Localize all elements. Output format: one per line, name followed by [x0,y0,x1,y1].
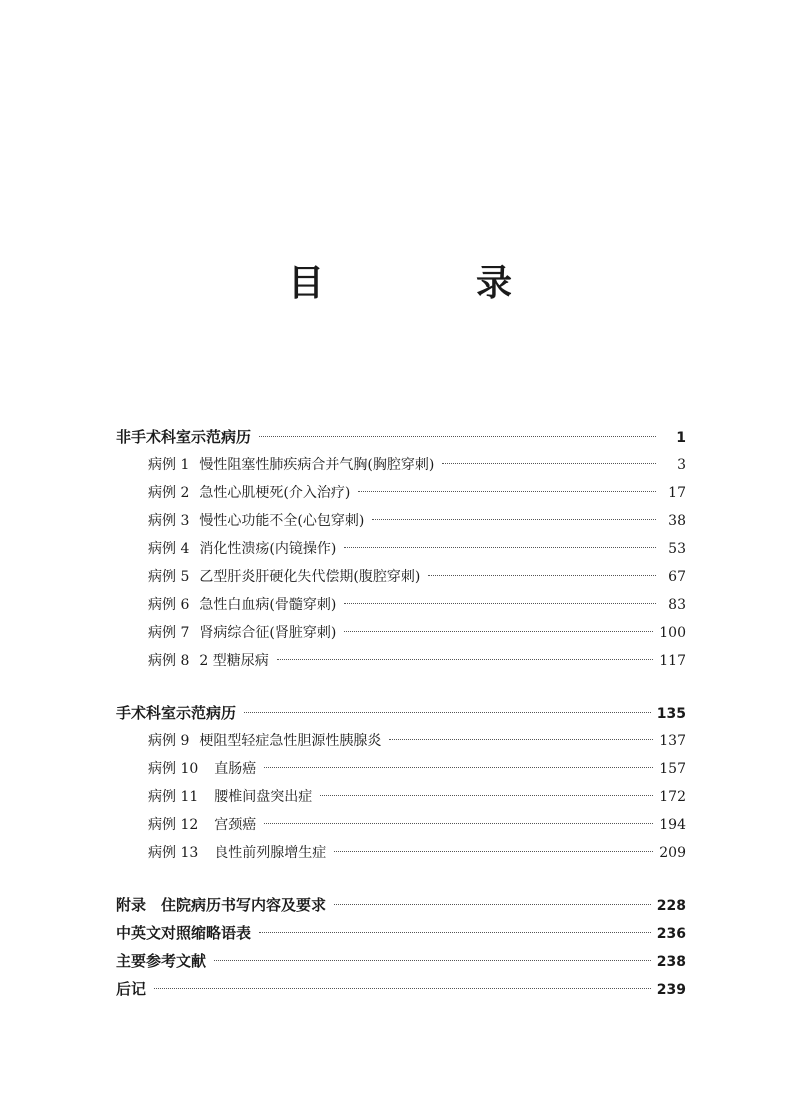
toc-page-number: 194 [659,817,686,833]
entry-title: 慢性心功能不全(心包穿刺) [199,513,365,529]
entry-title: 梗阻型轻症急性胆源性胰腺炎 [199,733,382,749]
dot-leader [214,960,651,961]
toc-heading[interactable] [116,699,686,727]
case-number: 病例 1 [148,457,190,473]
toc-entry[interactable] [116,839,686,867]
toc-section-surgical [116,699,686,867]
toc-page-number: 228 [656,898,686,914]
dot-leader [428,575,656,576]
entry-title: 急性心肌梗死(介入治疗) [199,485,351,501]
entry-title: 乙型肝炎肝硬化失代偿期(腹腔穿刺) [199,569,421,585]
toc-page-number: 100 [659,625,686,641]
dot-leader [154,988,651,989]
toc-section-appendix [116,891,686,1003]
toc-page-number: 3 [677,457,686,473]
case-number: 病例 6 [148,597,190,613]
dot-leader [259,932,651,933]
toc-heading[interactable] [116,919,686,947]
toc-entry[interactable] [116,507,686,535]
dot-leader [244,712,651,713]
entry-title: 腰椎间盘突出症 [214,789,313,805]
case-number: 病例 8 [148,653,190,669]
toc-page-number: 137 [659,733,686,749]
toc-page-number: 1 [676,430,686,446]
toc-heading-title: 附录 住院病历书写内容及要求 [116,896,327,914]
case-number: 病例 9 [148,733,190,749]
dot-leader [344,603,656,604]
toc-heading-title: 中英文对照缩略语表 [116,924,252,942]
toc-page-number: 67 [668,569,686,585]
dot-leader [320,795,653,796]
dot-leader [259,436,656,437]
entry-title: 急性白血病(骨髓穿刺) [199,597,337,613]
entry-title: 肾病综合征(肾脏穿刺) [199,625,337,641]
dot-leader [344,631,653,632]
entry-title: 慢性阻塞性肺疾病合并气胸(胸腔穿刺) [199,457,435,473]
toc-page-number: 53 [668,541,686,557]
toc-entry[interactable] [116,563,686,591]
toc-page-number: 135 [656,706,686,722]
toc-entry[interactable] [116,727,686,755]
dot-leader [442,463,656,464]
toc-page-number: 38 [668,513,686,529]
entry-title: 良性前列腺增生症 [214,845,327,861]
toc-heading[interactable] [116,947,686,975]
case-number: 病例 4 [148,541,190,557]
toc-page-number: 117 [659,653,686,669]
page-title: 目 录 [287,263,570,304]
entry-title: 2 型糖尿病 [199,653,269,669]
entry-title: 直肠癌 [214,761,257,777]
toc-entry[interactable] [116,783,686,811]
toc-page-number: 157 [659,761,686,777]
toc-entry[interactable] [116,619,686,647]
case-number: 病例 11 [148,789,199,805]
toc-page-number: 238 [656,954,686,970]
toc-entry[interactable] [116,647,686,675]
toc-section-nonsurgical [116,423,686,675]
dot-leader [334,904,651,905]
dot-leader [344,547,656,548]
toc-entry[interactable] [116,451,686,479]
toc-heading-title: 手术科室示范病历 [116,704,237,722]
toc-page-number: 209 [659,845,686,861]
dot-leader [264,767,653,768]
toc-page-number: 239 [656,982,686,998]
entry-title: 宫颈癌 [214,817,257,833]
case-number: 病例 13 [148,845,199,861]
toc-page-number: 83 [668,597,686,613]
toc-heading[interactable] [116,423,686,451]
toc-page-number: 172 [659,789,686,805]
dot-leader [372,519,656,520]
dot-leader [389,739,653,740]
case-number: 病例 12 [148,817,199,833]
toc-entry[interactable] [116,811,686,839]
case-number: 病例 3 [148,513,190,529]
entry-title: 消化性溃疡(内镜操作) [199,541,337,557]
toc-heading[interactable] [116,975,686,1003]
case-number: 病例 5 [148,569,190,585]
dot-leader [358,491,656,492]
toc-entry[interactable] [116,591,686,619]
toc-heading-title: 非手术科室示范病历 [116,428,252,446]
toc-entry[interactable] [116,755,686,783]
toc-page-number: 17 [668,485,686,501]
case-number: 病例 7 [148,625,190,641]
toc-heading[interactable] [116,891,686,919]
toc-entry[interactable] [116,479,686,507]
toc-entry[interactable] [116,535,686,563]
dot-leader [264,823,653,824]
toc-page-number: 236 [656,926,686,942]
toc-heading-title: 后记 [116,980,147,998]
table-of-contents [116,423,686,1003]
toc-heading-title: 主要参考文献 [116,952,207,970]
dot-leader [334,851,653,852]
dot-leader [277,659,654,660]
case-number: 病例 10 [148,761,199,777]
case-number: 病例 2 [148,485,190,501]
